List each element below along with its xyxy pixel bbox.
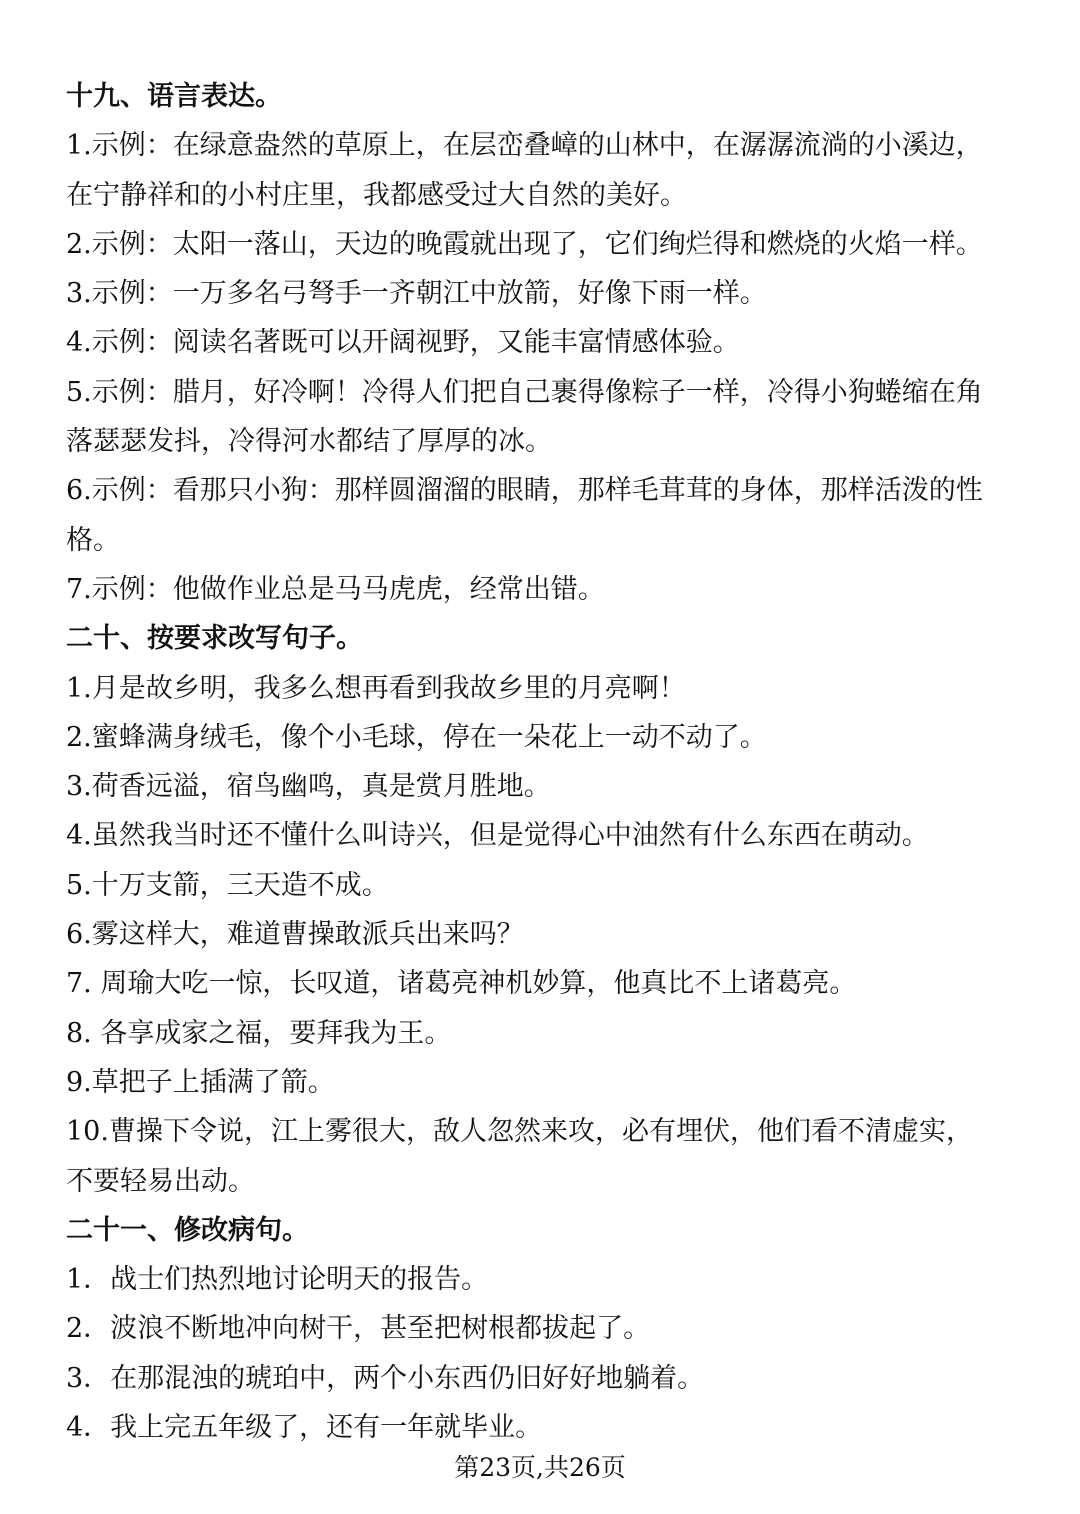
section-heading-20: 二十、按要求改写句子。 [66,623,363,655]
answer-line: 3.示例：一万多名弓弩手一齐朝江中放箭，好像下雨一样。 [66,278,767,310]
page-number: 第23页,共26页 [454,1453,626,1482]
answer-line: 3.荷香远溢，宿鸟幽鸣，真是赏月胜地。 [66,771,551,803]
answer-line: 3．在那混浊的琥珀中，两个小东西仍旧好好地躺着。 [66,1362,705,1394]
answer-line: 1.月是故乡明，我多么想再看到我故乡里的月亮啊！ [66,672,686,704]
section-heading-21: 二十一、修改病句。 [66,1214,309,1246]
answer-line: 不要轻易出动。 [66,1165,255,1197]
answer-line: 7.示例：他做作业总是马马虎虎，经常出错。 [66,573,605,605]
answer-line: 2.蜜蜂满身绒毛，像个小毛球，停在一朵花上一动不动了。 [66,721,767,753]
answer-line: 落瑟瑟发抖，冷得河水都结了厚厚的冰。 [66,426,552,458]
answer-line: 5.十万支箭，三天造不成。 [66,869,389,901]
answer-line: 1.示例：在绿意盎然的草原上，在层峦叠嶂的山林中，在潺潺流淌的小溪边， [66,130,983,162]
answer-line: 7. 周瑜大吃一惊，长叹道，诸葛亮神机妙算，他真比不上诸葛亮。 [66,968,857,1000]
document-body [66,72,1020,1452]
answer-line: 4.示例：阅读名著既可以开阔视野，又能丰富情感体验。 [66,327,740,359]
answer-line: 格。 [66,524,120,556]
answer-line: 6.雾这样大，难道曹操敢派兵出来吗？ [66,919,524,951]
answer-line: 4．我上完五年级了，还有一年就毕业。 [66,1412,543,1444]
answer-line: 8. 各享成家之福，要拜我为王。 [66,1017,452,1049]
answer-line: 2.示例：太阳一落山，天边的晚霞就出现了，它们绚烂得和燃烧的火焰一样。 [66,228,983,260]
answer-line: 1．战士们热烈地讨论明天的报告。 [66,1264,489,1296]
answer-line: 在宁静祥和的小村庄里，我都感受过大自然的美好。 [66,179,687,211]
answer-line: 10.曹操下令说，江上雾很大，敌人忽然来攻，必有埋伏，他们看不清虚实， [66,1116,973,1148]
answer-line: 6.示例：看那只小狗：那样圆溜溜的眼睛，那样毛茸茸的身体，那样活泼的性 [66,475,983,507]
answer-line: 4.虽然我当时还不懂什么叫诗兴，但是觉得心中油然有什么东西在萌动。 [66,820,929,852]
section-heading-19: 十九、语言表达。 [66,81,282,112]
answer-line: 5.示例：腊月，好冷啊！冷得人们把自己裹得像粽子一样，冷得小狗蜷缩在角 [66,376,983,408]
answer-line: 9.草把子上插满了箭。 [66,1066,335,1098]
answer-line: 2．波浪不断地冲向树干，甚至把树根都拔起了。 [66,1313,651,1345]
